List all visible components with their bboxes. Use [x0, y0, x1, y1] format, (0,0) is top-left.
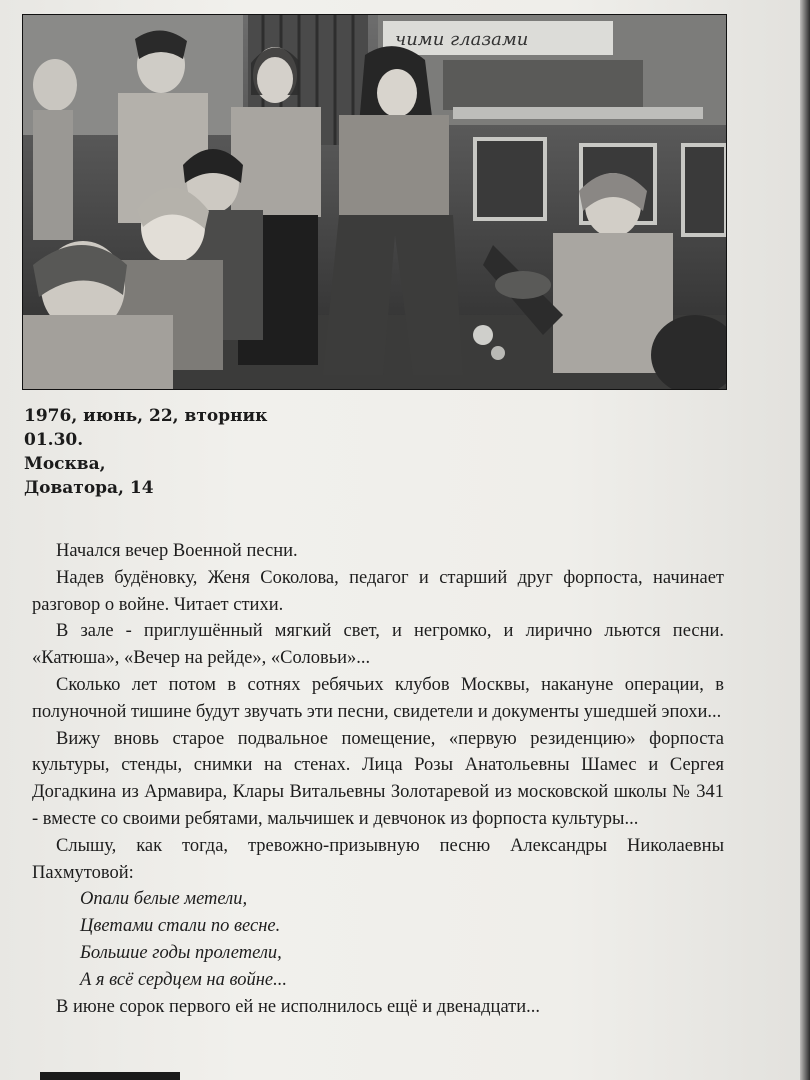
poem-line: Цветами стали по весне. [80, 916, 281, 937]
entry-date: 1976, июнь, 22, вторник [24, 406, 268, 426]
closing-paragraph: В июне сорок первого ей не исполнилось ещё и двенадцати... [56, 996, 541, 1017]
page-binding-edge [800, 0, 810, 1080]
article-body [32, 538, 724, 1020]
poem-line: Опали белые метели, [80, 889, 248, 910]
page-edge-mark [40, 1072, 180, 1080]
entry-time: 01.30. [24, 430, 84, 450]
paragraph: Вижу вновь старое подвальное помещение, «первую резиденцию» форпоста культуры, стенды, снимки на стенах. Лица Розы Анатольевны Шамес и Сергея Догадкина из Армавира, Клары Витальевны Золотаревой из московской школы № 341 - вместе со своими ребятами, мальчишек и девчонок из форпоста культуры... [32, 728, 724, 829]
paragraph: Начался вечер Военной песни. [56, 541, 298, 561]
banner-text: чими глазами [395, 29, 529, 50]
entry-heading [24, 404, 267, 500]
paragraph: Надев будёновку, Женя Соколова, педагог и старший друг форпоста, начинает разговор о войне. Читает стихи. [32, 567, 724, 615]
paragraph: Слышу, как тогда, тревожно-призывную песню Александры Николаевны Пахмутовой: [32, 835, 724, 883]
poem-quote [32, 886, 724, 993]
archive-photo [22, 14, 727, 390]
poem-line: А я всё сердцем на войне... [80, 969, 288, 990]
photo-illustration [23, 15, 726, 389]
poem-line: Большие годы пролетели, [80, 942, 282, 963]
entry-address: Доватора, 14 [24, 478, 154, 498]
paragraph: Сколько лет потом в сотнях ребячьих клубов Москвы, накануне операции, в полуночной тишине будут звучать эти песни, свидетели и документы ушедшей эпохи... [32, 674, 724, 722]
entry-city: Москва, [24, 454, 106, 474]
paragraph: В зале - приглушённый мягкий свет, и негромко, и лирично льются песни. «Катюша», «Вечер на рейде», «Соловьи»... [32, 621, 724, 669]
